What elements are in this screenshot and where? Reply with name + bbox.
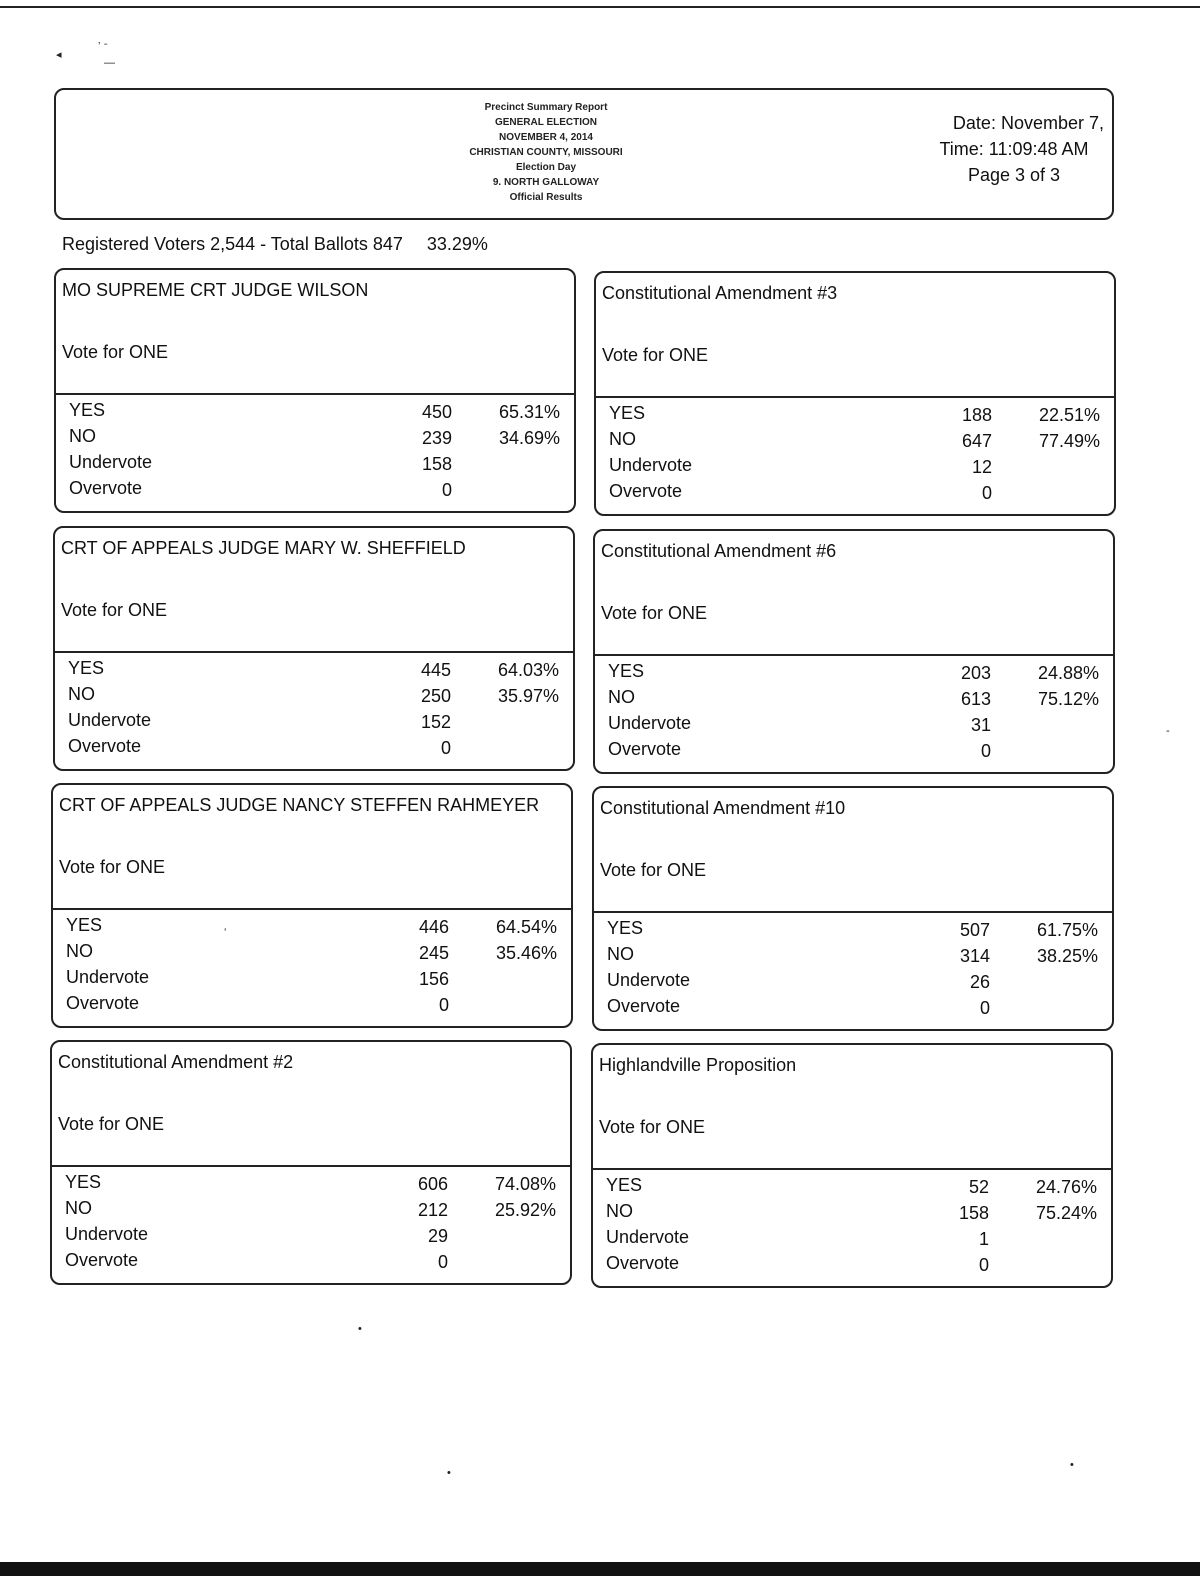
choice-label: YES [607, 918, 644, 938]
vote-percent: 64.54% [495, 917, 557, 937]
contest-divider [53, 908, 571, 910]
choice-label: YES [66, 915, 103, 935]
result-row [55, 734, 573, 760]
vote-for-label: Vote for ONE [62, 342, 169, 362]
choice-label: Undervote [68, 710, 152, 730]
results-table [52, 1170, 570, 1274]
vote-count: 31 [970, 715, 991, 735]
contest-box [593, 529, 1115, 774]
contest-divider [594, 911, 1112, 913]
choice-label: Undervote [607, 970, 691, 990]
vote-count: 606 [417, 1174, 448, 1194]
choice-label: YES [68, 658, 105, 678]
vote-percent: 22.51% [1038, 405, 1100, 425]
vote-percent: 25.92% [494, 1200, 556, 1220]
page-number: Page 3 of 3 [967, 165, 1061, 185]
contest-divider [56, 393, 574, 395]
result-row [56, 398, 574, 424]
vote-percent: 75.24% [1035, 1203, 1097, 1223]
contest-box [594, 271, 1116, 516]
ballot-type: Election Day [515, 162, 577, 173]
choice-label: Overvote [68, 736, 142, 756]
result-row [55, 708, 573, 734]
vote-count: 0 [438, 995, 449, 1015]
contest-divider [55, 651, 573, 653]
vote-count: 156 [418, 969, 449, 989]
contest-title: Constitutional Amendment #6 [601, 541, 837, 561]
vote-count: 0 [980, 741, 991, 761]
vote-percent: 34.69% [498, 428, 560, 448]
report-title-block [396, 100, 696, 205]
vote-count: 0 [981, 483, 992, 503]
results-table [596, 401, 1114, 505]
scan-speck: — [104, 57, 115, 69]
contest-title: CRT OF APPEALS JUDGE MARY W. SHEFFIELD [61, 538, 466, 558]
vote-percent: 24.88% [1037, 663, 1099, 683]
vote-percent: 65.31% [498, 402, 560, 422]
report-date: Date: November 7, [952, 113, 1104, 133]
vote-count: 188 [961, 405, 992, 425]
vote-for-label: Vote for ONE [58, 1114, 165, 1134]
choice-label: Overvote [609, 481, 683, 501]
vote-count: 158 [421, 454, 452, 474]
choice-label: NO [607, 944, 634, 964]
report-title: Precinct Summary Report [484, 102, 608, 113]
report-header [54, 88, 1114, 220]
result-row [56, 476, 574, 502]
vote-for-label: Vote for ONE [61, 600, 168, 620]
result-row [594, 942, 1112, 968]
report-meta [924, 110, 1104, 188]
result-row [596, 401, 1114, 427]
choice-label: Overvote [65, 1250, 139, 1270]
vote-for-label: Vote for ONE [601, 603, 708, 623]
scan-speck: • [358, 1323, 362, 1335]
results-status: Official Results [509, 192, 583, 203]
vote-count: 0 [441, 480, 452, 500]
contest-divider [593, 1168, 1111, 1170]
vote-count: 12 [971, 457, 992, 477]
choice-label: Overvote [66, 993, 140, 1013]
scan-speck: ◂ [56, 49, 62, 61]
result-row [53, 965, 571, 991]
contest-title: MO SUPREME CRT JUDGE WILSON [62, 280, 369, 300]
contest-title: Constitutional Amendment #3 [602, 283, 838, 303]
vote-count: 507 [959, 920, 990, 940]
vote-percent: 24.76% [1035, 1177, 1097, 1197]
result-row [55, 656, 573, 682]
contest-divider [595, 654, 1113, 656]
election-name: GENERAL ELECTION [494, 117, 598, 128]
results-table [53, 913, 571, 1017]
contest-divider [596, 396, 1114, 398]
result-row [596, 453, 1114, 479]
choice-label: Undervote [69, 452, 153, 472]
vote-count: 0 [978, 1255, 989, 1275]
choice-label: NO [608, 687, 635, 707]
vote-percent: 77.49% [1038, 431, 1100, 451]
choice-label: YES [69, 400, 106, 420]
contest-box [53, 526, 575, 771]
contest-title: CRT OF APPEALS JUDGE NANCY STEFFEN RAHMEYER [59, 795, 540, 815]
result-row [596, 427, 1114, 453]
result-row [594, 994, 1112, 1020]
contest-title: Constitutional Amendment #2 [58, 1052, 294, 1072]
result-row [55, 682, 573, 708]
vote-for-label: Vote for ONE [599, 1117, 706, 1137]
vote-percent: 61.75% [1036, 920, 1098, 940]
choice-label: NO [606, 1201, 633, 1221]
vote-count: 647 [961, 431, 992, 451]
registration-summary [62, 234, 488, 255]
contest-title: Highlandville Proposition [599, 1055, 797, 1075]
contest-box [592, 786, 1114, 1031]
contest-box [591, 1043, 1113, 1288]
results-table [594, 916, 1112, 1020]
choice-label: Undervote [66, 967, 150, 987]
result-row [56, 424, 574, 450]
result-row [593, 1251, 1111, 1277]
vote-percent: 35.46% [495, 943, 557, 963]
vote-for-label: Vote for ONE [59, 857, 166, 877]
vote-count: 314 [959, 946, 990, 966]
vote-count: 158 [958, 1203, 989, 1223]
vote-count: 52 [968, 1177, 989, 1197]
result-row [52, 1196, 570, 1222]
scan-edge-bottom [0, 1562, 1200, 1576]
choice-label: Overvote [69, 478, 143, 498]
result-row [595, 685, 1113, 711]
vote-count: 450 [421, 402, 452, 422]
choice-label: Undervote [609, 455, 693, 475]
choice-label: NO [65, 1198, 92, 1218]
scan-edge-top [0, 6, 1200, 8]
results-table [55, 656, 573, 760]
vote-count: 445 [420, 660, 451, 680]
choice-label: Overvote [608, 739, 682, 759]
scan-speck: • [447, 1467, 451, 1479]
vote-count: 239 [421, 428, 452, 448]
result-row [595, 711, 1113, 737]
result-row [594, 916, 1112, 942]
vote-percent: 38.25% [1036, 946, 1098, 966]
scan-speck: • [1070, 1459, 1074, 1471]
scan-speck: ʻ [224, 927, 227, 939]
vote-count: 245 [418, 943, 449, 963]
result-row [593, 1199, 1111, 1225]
results-table [595, 659, 1113, 763]
scan-speck: ʼ ᐨ [98, 41, 108, 53]
precinct-name: 9. NORTH GALLOWAY [492, 177, 600, 188]
vote-count: 446 [418, 917, 449, 937]
vote-count: 26 [969, 972, 990, 992]
results-table [56, 398, 574, 502]
result-row [594, 968, 1112, 994]
contest-divider [52, 1165, 570, 1167]
vote-count: 203 [960, 663, 991, 683]
vote-for-label: Vote for ONE [602, 345, 709, 365]
turnout-percent: 33.29% [426, 234, 488, 254]
vote-count: 613 [960, 689, 991, 709]
vote-percent: 74.08% [494, 1174, 556, 1194]
result-row [53, 991, 571, 1017]
result-row [52, 1248, 570, 1274]
choice-label: NO [69, 426, 96, 446]
vote-count: 250 [420, 686, 451, 706]
report-time: Time: 11:09:48 AM [939, 139, 1089, 159]
choice-label: YES [65, 1172, 102, 1192]
choice-label: NO [609, 429, 636, 449]
choice-label: Overvote [606, 1253, 680, 1273]
results-table [593, 1173, 1111, 1277]
result-row [595, 659, 1113, 685]
choice-label: Undervote [608, 713, 692, 733]
result-row [53, 939, 571, 965]
result-row [56, 450, 574, 476]
election-date: NOVEMBER 4, 2014 [499, 132, 593, 143]
choice-label: Undervote [65, 1224, 149, 1244]
vote-count: 0 [440, 738, 451, 758]
choice-label: YES [608, 661, 645, 681]
contest-box [50, 1040, 572, 1285]
choice-label: YES [606, 1175, 643, 1195]
result-row [53, 913, 571, 939]
result-row [593, 1225, 1111, 1251]
vote-count: 0 [979, 998, 990, 1018]
vote-count: 29 [427, 1226, 448, 1246]
contest-title: Constitutional Amendment #10 [600, 798, 846, 818]
jurisdiction: CHRISTIAN COUNTY, MISSOURI [469, 147, 623, 158]
choice-label: NO [68, 684, 95, 704]
vote-percent: 75.12% [1037, 689, 1099, 709]
choice-label: NO [66, 941, 93, 961]
vote-for-label: Vote for ONE [600, 860, 707, 880]
vote-count: 0 [437, 1252, 448, 1272]
vote-count: 1 [978, 1229, 989, 1249]
result-row [593, 1173, 1111, 1199]
vote-count: 212 [417, 1200, 448, 1220]
result-row [52, 1222, 570, 1248]
scan-speck: - [1166, 725, 1170, 737]
registered-voters-text: Registered Voters 2,544 - Total Ballots 847 [62, 234, 403, 254]
choice-label: YES [609, 403, 646, 423]
choice-label: Overvote [607, 996, 681, 1016]
result-row [52, 1170, 570, 1196]
choice-label: Undervote [606, 1227, 690, 1247]
vote-percent: 35.97% [497, 686, 559, 706]
vote-count: 152 [420, 712, 451, 732]
vote-percent: 64.03% [497, 660, 559, 680]
contest-box [51, 783, 573, 1028]
result-row [596, 479, 1114, 505]
result-row [595, 737, 1113, 763]
contest-box [54, 268, 576, 513]
